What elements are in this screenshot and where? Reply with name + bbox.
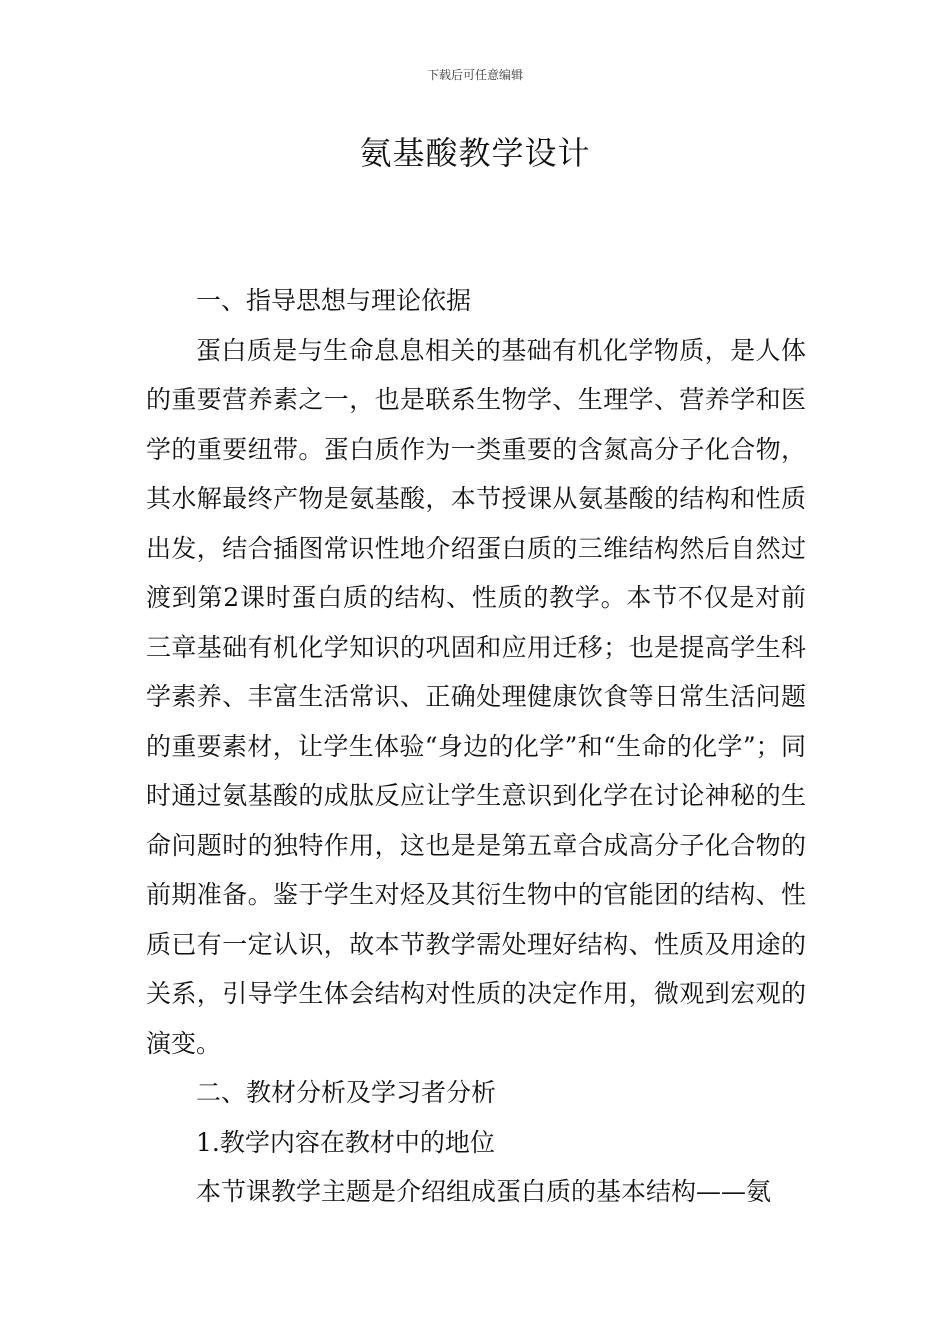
subsection-heading-content-position: 1.教学内容在教材中的地位 [196, 1127, 495, 1157]
document-title: 氨基酸教学设计 [359, 134, 591, 172]
document-body [146, 276, 806, 1217]
section-heading-material-analysis: 二、教材分析及学习者分析 [196, 1078, 497, 1107]
section-heading-guiding-ideas: 一、指导思想与理论依据 [196, 286, 472, 315]
paragraph-content-position: 本节课教学主题是介绍组成蛋白质的基本结构——氨 [196, 1177, 772, 1206]
paragraph-guiding-ideas: 蛋白质是与生命息息相关的基础有机化学物质，是人体的重要营养素之一，也是联系生物学、生理学、营养学和医学的重要纽带。蛋白质作为一类重要的含氮高分子化合物，其水解最终产物是氨基酸，本节授课从氨基酸的结构和性质出发，结合插图常识性地介绍蛋白质的三维结构然后自然过渡到第2课时蛋白质的结构、性质的教学。本节不仅是对前三章基础有机化学知识的巩固和应用迁移；也是提高学生科学素养、丰富生活常识、正确处理健康饮食等日常生活问题的重要素材，让学生体验“身边的化学”和“生命的化学”；同时通过氨基酸的成肽反应让学生意识到化学在讨论神秘的生命问题时的独特作用，这也是是第五章合成高分子化合物的前期准备。鉴于学生对烃及其衍生物中的官能团的结构、性质已有一定认识，故本节教学需处理好结构、性质及用途的关系，引导学生体会结构对性质的决定作用，微观到宏观的演变。 [146, 335, 806, 1058]
header-note: 下载后可任意编辑 [426, 68, 523, 82]
